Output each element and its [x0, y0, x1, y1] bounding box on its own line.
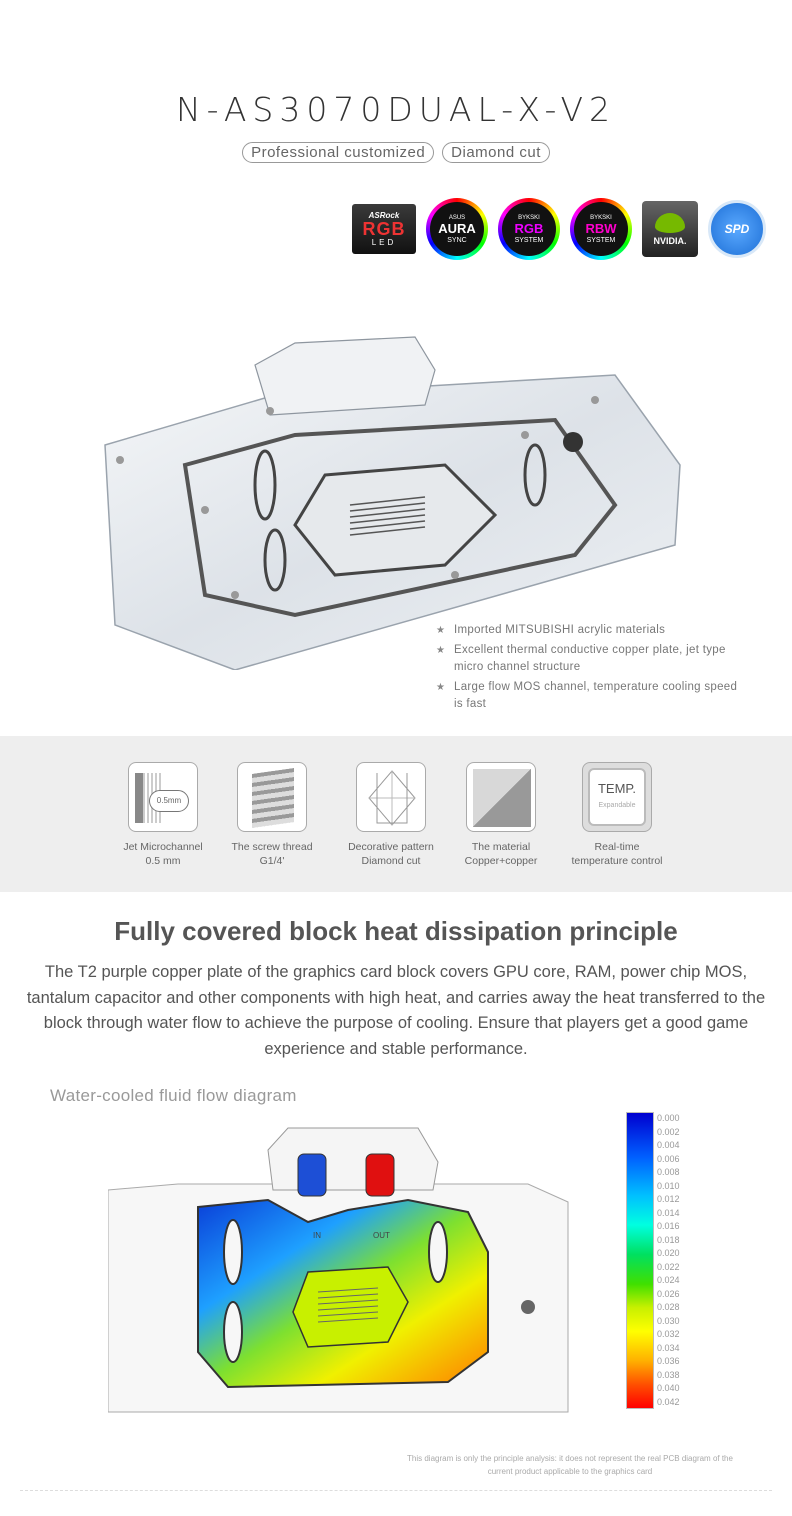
- asrock-rgb-logo: [352, 204, 416, 254]
- screw-thread-icon: [237, 762, 307, 832]
- scale-tick-label: 0.002: [657, 1126, 680, 1137]
- spec-line2: Diamond cut: [361, 855, 421, 867]
- bykski-rgb-system-text: SYSTEM: [514, 236, 544, 244]
- spec-line2: 0.5 mm: [145, 855, 181, 867]
- scale-tick-label: 0.010: [657, 1180, 680, 1191]
- spec-band: [0, 736, 792, 892]
- asrock-rgb-text: RGB: [362, 219, 406, 239]
- tag-diamond-cut: Diamond cut: [442, 142, 550, 163]
- principle-body: The T2 purple copper plate of the graphics card block covers GPU core, RAM, power chip MOS, tantalum capacitor and other components with high heat, and carries away the heat transferred to the block through water flow to achieve the purpose of cooling. Ensure that players get a good game experience and stable performance.: [26, 963, 766, 1058]
- spd-text: SPD: [724, 222, 750, 236]
- diamond-pattern-icon: [356, 762, 426, 832]
- spec-decorative-pattern: [336, 762, 446, 868]
- scale-tick-label: 0.026: [657, 1288, 680, 1299]
- asrock-brand-text: ASRock: [368, 211, 400, 220]
- spec-line1: Decorative pattern: [348, 841, 434, 853]
- scale-tick-label: 0.022: [657, 1261, 680, 1272]
- scale-tick-label: 0.040: [657, 1383, 680, 1393]
- flow-diagram-label: Water-cooled fluid flow diagram: [50, 1086, 297, 1105]
- feature-item: ★ Large flow MOS channel, temperature cooling speed is fast: [436, 679, 746, 713]
- tag-row: [0, 142, 792, 163]
- scale-tick-label: 0.012: [657, 1194, 680, 1204]
- compatibility-logos: [352, 198, 766, 260]
- feature-list: [436, 622, 746, 716]
- temp-badge-text: TEMP.: [597, 781, 637, 796]
- scale-tick-label: 0.008: [657, 1167, 680, 1177]
- spec-line1: The screw thread: [231, 841, 313, 853]
- scale-gradient-bar: [626, 1112, 654, 1409]
- spec-screw-thread: [217, 762, 327, 868]
- scale-tick-label: 0.004: [657, 1140, 680, 1150]
- scale-tick-label: 0.032: [657, 1329, 680, 1339]
- feature-item: ★ Imported MITSUBISHI acrylic materials: [436, 622, 746, 639]
- spec-line1: The material: [471, 841, 531, 853]
- scale-tick-label: 0.030: [657, 1315, 680, 1326]
- flow-out-label: OUT: [373, 1231, 390, 1240]
- spec-microchannel: [108, 762, 218, 868]
- bykski-rbw-system-text: SYSTEM: [586, 236, 616, 244]
- asrock-led-text: LED: [371, 238, 397, 247]
- temperature-icon: [582, 762, 652, 832]
- bykski-rbw-brand-text: BYKSKI: [590, 214, 612, 221]
- tag-professional: Professional customized: [242, 142, 434, 163]
- spec-line1: Jet Microchannel: [123, 841, 203, 853]
- spec-line2: Copper+copper: [464, 855, 538, 867]
- spec-line2: G1/4': [259, 855, 285, 867]
- nvidia-logo: [642, 201, 698, 257]
- microchannel-icon: [128, 762, 198, 832]
- spec-line2: temperature control: [571, 855, 663, 867]
- sync-text: SYNC: [447, 236, 467, 244]
- microchannel-badge: 0.5mm: [149, 790, 189, 812]
- scale-tick-label: 0.016: [657, 1221, 680, 1231]
- scale-tick-label: 0.038: [657, 1369, 680, 1380]
- scale-tick-label: 0.000: [657, 1113, 680, 1123]
- scale-tick-label: 0.028: [657, 1302, 680, 1312]
- scale-tick-label: 0.024: [657, 1275, 680, 1285]
- scale-tick-label: 0.018: [657, 1234, 680, 1245]
- water-block-image: [95, 325, 695, 670]
- bykski-rgb-system-logo: [498, 198, 560, 260]
- flow-disclaimer: This diagram is only the principle analysis: it does not represent the real PCB diagram of the current product applicable to the graphics card: [407, 1454, 733, 1476]
- nvidia-text: NVIDIA.: [653, 235, 687, 246]
- bottom-divider: [20, 1490, 772, 1491]
- product-title: N-AS3070DUAL-X-V2: [175, 90, 617, 129]
- scale-tick-label: 0.042: [657, 1396, 680, 1407]
- scale-tick-label: 0.034: [657, 1342, 680, 1353]
- bykski-rbw-system-logo: [570, 198, 632, 260]
- asus-aura-sync-logo: [426, 198, 488, 260]
- spec-temperature: [562, 762, 672, 868]
- spd-logo: [708, 200, 766, 258]
- bykski-rbw-text: RBW: [585, 220, 617, 236]
- nvidia-eye-icon: [655, 213, 685, 233]
- copper-material-icon: [466, 762, 536, 832]
- feature-item: ★ Excellent thermal conductive copper plate, jet type micro channel structure: [436, 642, 726, 676]
- bykski-rgb-brand-text: BYKSKI: [518, 214, 540, 221]
- scale-tick-label: 0.006: [657, 1153, 680, 1164]
- fluid-flow-diagram: [108, 1122, 618, 1422]
- bykski-rgb-text: RGB: [514, 220, 544, 236]
- flow-in-label: IN: [313, 1231, 321, 1240]
- temp-badge-sub: Expandable: [598, 802, 636, 809]
- spec-line1: Real-time: [594, 841, 640, 853]
- spec-material: [446, 762, 556, 868]
- scale-tick-label: 0.014: [657, 1207, 680, 1218]
- scale-tick-label: 0.036: [657, 1356, 680, 1366]
- scale-tick-label: 0.020: [657, 1248, 680, 1258]
- aura-text: AURA: [438, 220, 476, 236]
- asus-brand-text: ASUS: [448, 214, 466, 221]
- principle-heading: Fully covered block heat dissipation principle: [114, 916, 678, 946]
